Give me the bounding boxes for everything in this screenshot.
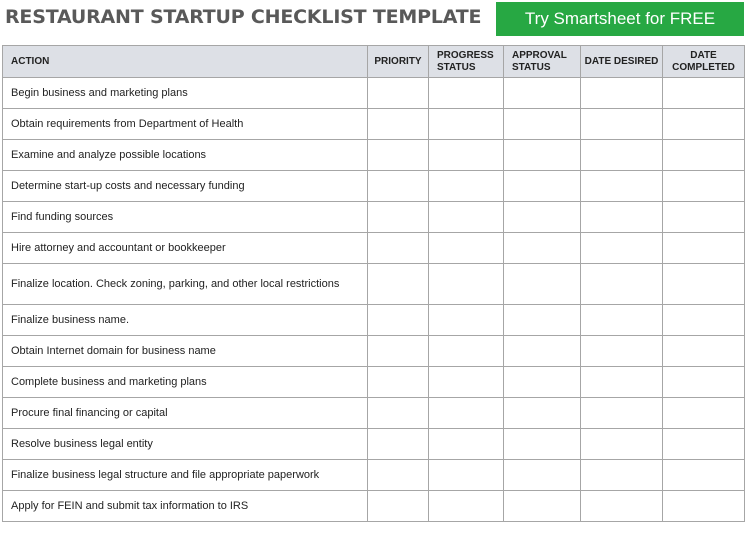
date-desired-cell[interactable] [581,491,663,522]
table-row [3,78,745,109]
action-cell: Begin business and marketing plans [3,78,368,109]
priority-cell[interactable] [368,429,429,460]
column-header-approval-status: APPROVAL STATUS [504,46,581,78]
priority-cell[interactable] [368,140,429,171]
date-desired-cell[interactable] [581,78,663,109]
date-desired-cell[interactable] [581,264,663,305]
date-completed-cell[interactable] [663,171,745,202]
date-desired-cell[interactable] [581,109,663,140]
table-row [3,305,745,336]
table-row [3,202,745,233]
date-completed-cell[interactable] [663,491,745,522]
table-row [3,171,745,202]
progress-status-cell[interactable] [429,140,504,171]
priority-cell[interactable] [368,171,429,202]
date-completed-cell[interactable] [663,202,745,233]
approval-status-cell[interactable] [504,140,581,171]
action-cell: Finalize business name. [3,305,368,336]
table-row [3,367,745,398]
date-desired-cell[interactable] [581,140,663,171]
progress-status-cell[interactable] [429,429,504,460]
table-row [3,264,745,305]
column-header-date-completed: DATE COMPLETED [663,46,745,78]
progress-status-cell[interactable] [429,78,504,109]
date-completed-cell[interactable] [663,429,745,460]
column-header-date-desired: DATE DESIRED [581,46,663,78]
action-cell: Procure final financing or capital [3,398,368,429]
date-completed-cell[interactable] [663,398,745,429]
approval-status-cell[interactable] [504,171,581,202]
priority-cell[interactable] [368,305,429,336]
checklist-table [2,45,745,522]
date-desired-cell[interactable] [581,336,663,367]
action-cell: Determine start-up costs and necessary funding [3,171,368,202]
action-cell: Finalize business legal structure and file appropriate paperwork [3,460,368,491]
try-smartsheet-button[interactable]: Try Smartsheet for FREE [496,2,744,36]
action-cell: Obtain requirements from Department of Health [3,109,368,140]
date-completed-cell[interactable] [663,78,745,109]
column-header-progress-status: PROGRESS STATUS [429,46,504,78]
date-desired-cell[interactable] [581,305,663,336]
approval-status-cell[interactable] [504,491,581,522]
progress-status-cell[interactable] [429,336,504,367]
approval-status-cell[interactable] [504,78,581,109]
table-row [3,233,745,264]
priority-cell[interactable] [368,336,429,367]
priority-cell[interactable] [368,202,429,233]
date-desired-cell[interactable] [581,202,663,233]
page-title: RESTAURANT STARTUP CHECKLIST TEMPLATE [5,6,482,28]
approval-status-cell[interactable] [504,367,581,398]
date-desired-cell[interactable] [581,460,663,491]
progress-status-cell[interactable] [429,367,504,398]
date-completed-cell[interactable] [663,460,745,491]
table-row [3,140,745,171]
progress-status-cell[interactable] [429,305,504,336]
action-cell: Hire attorney and accountant or bookkeeper [3,233,368,264]
approval-status-cell[interactable] [504,202,581,233]
column-header-priority: PRIORITY [368,46,429,78]
action-cell: Obtain Internet domain for business name [3,336,368,367]
progress-status-cell[interactable] [429,264,504,305]
date-completed-cell[interactable] [663,336,745,367]
date-completed-cell[interactable] [663,109,745,140]
priority-cell[interactable] [368,233,429,264]
priority-cell[interactable] [368,367,429,398]
table-row [3,429,745,460]
priority-cell[interactable] [368,264,429,305]
date-completed-cell[interactable] [663,140,745,171]
table-header-row [3,46,745,78]
table-row [3,336,745,367]
priority-cell[interactable] [368,491,429,522]
priority-cell[interactable] [368,78,429,109]
approval-status-cell[interactable] [504,336,581,367]
approval-status-cell[interactable] [504,305,581,336]
date-desired-cell[interactable] [581,367,663,398]
table-row [3,460,745,491]
action-cell: Apply for FEIN and submit tax information to IRS [3,491,368,522]
table-row [3,491,745,522]
priority-cell[interactable] [368,109,429,140]
approval-status-cell[interactable] [504,398,581,429]
progress-status-cell[interactable] [429,109,504,140]
date-completed-cell[interactable] [663,305,745,336]
action-cell: Find funding sources [3,202,368,233]
action-cell: Resolve business legal entity [3,429,368,460]
action-cell: Examine and analyze possible locations [3,140,368,171]
date-desired-cell[interactable] [581,171,663,202]
progress-status-cell[interactable] [429,398,504,429]
approval-status-cell[interactable] [504,429,581,460]
date-completed-cell[interactable] [663,264,745,305]
priority-cell[interactable] [368,398,429,429]
date-completed-cell[interactable] [663,367,745,398]
progress-status-cell[interactable] [429,460,504,491]
approval-status-cell[interactable] [504,233,581,264]
date-completed-cell[interactable] [663,233,745,264]
date-desired-cell[interactable] [581,398,663,429]
date-desired-cell[interactable] [581,429,663,460]
action-cell: Complete business and marketing plans [3,367,368,398]
date-desired-cell[interactable] [581,233,663,264]
approval-status-cell[interactable] [504,109,581,140]
table-row [3,109,745,140]
priority-cell[interactable] [368,460,429,491]
table-row [3,398,745,429]
progress-status-cell[interactable] [429,202,504,233]
progress-status-cell[interactable] [429,491,504,522]
column-header-action: ACTION [3,46,368,78]
approval-status-cell[interactable] [504,460,581,491]
progress-status-cell[interactable] [429,171,504,202]
action-cell: Finalize location. Check zoning, parking, and other local restrictions [3,264,368,305]
progress-status-cell[interactable] [429,233,504,264]
approval-status-cell[interactable] [504,264,581,305]
